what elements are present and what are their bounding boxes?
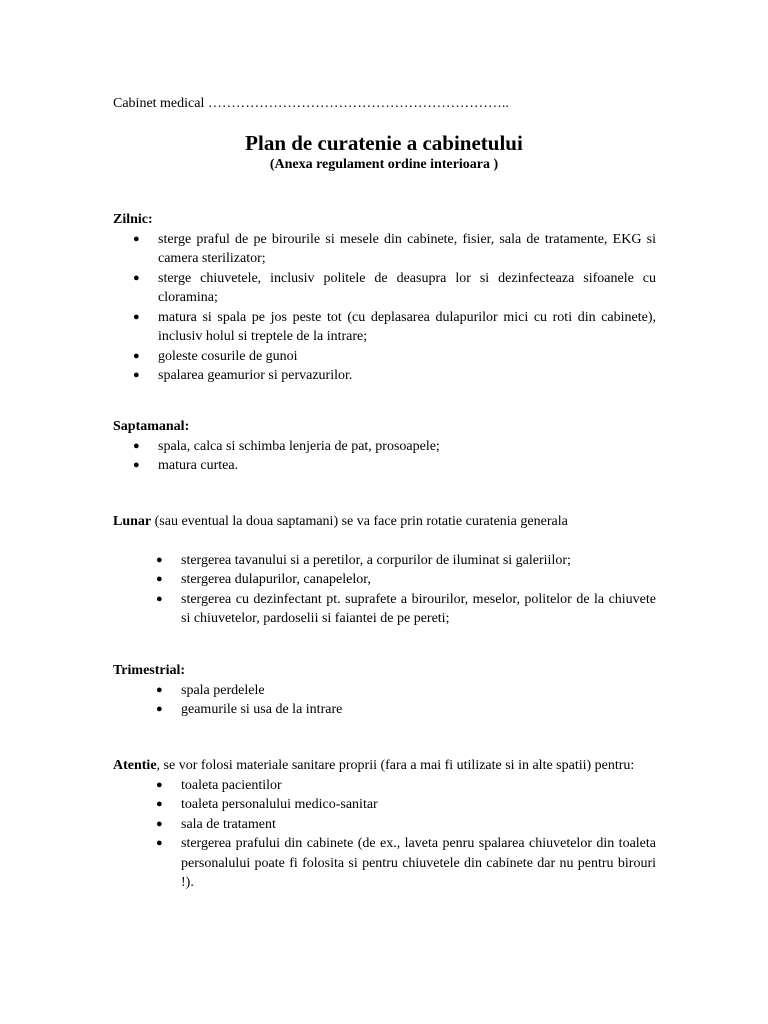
section-heading-trimestrial: Trimestrial: [113, 663, 186, 678]
bullet-icon: ● [133, 271, 140, 284]
bullet-icon: ● [133, 439, 140, 452]
bullet-icon: ● [156, 798, 163, 810]
list-item: ● stergerea tavanului si a peretilor, a corpurilor de iluminat si galeriilor; [113, 551, 656, 571]
list-lunar [113, 551, 656, 629]
list-saptamanal [113, 437, 656, 476]
list-item: ● spala perdelele [113, 681, 656, 701]
bullet-icon: ● [156, 592, 163, 605]
list-item: ● stergerea dulapurilor, canapelelor, [113, 570, 656, 590]
document-subtitle: (Anexa regulament ordine interioara ) [269, 157, 499, 172]
list-item: ● spala, calca si schimba lenjeria de pat, prosoapele; [113, 437, 656, 457]
bullet-icon: ● [156, 553, 163, 566]
list-trimestrial [113, 681, 656, 720]
lunar-intro: Lunar (sau eventual la doua saptamani) se va face prin rotatie curatenia generala [113, 514, 568, 529]
bullet-icon: ● [156, 817, 163, 830]
bullet-icon: ● [156, 778, 163, 791]
bullet-icon: ● [133, 310, 140, 323]
section-trimestrial [113, 661, 656, 720]
document-title: Plan de curatenie a cabinetului [245, 131, 523, 155]
section-heading-saptamanal: Saptamanal: [113, 419, 190, 434]
bullet-icon: ● [156, 837, 163, 849]
cabinet-label: Cabinet medical [113, 96, 205, 111]
bullet-icon: ● [156, 683, 163, 696]
bullet-icon: ● [133, 369, 140, 381]
cabinet-header [113, 94, 509, 114]
list-item: ● matura si spala pe jos peste tot (cu deplasarea dulapurilor mici cu roti din cabinete), inclusiv holul si treptele de la intrare; [133, 309, 656, 344]
list-item: ● matura curtea. [113, 456, 656, 476]
bullet-icon: ● [133, 349, 140, 362]
section-heading-atentie: Atentie [113, 758, 157, 773]
bullet-icon: ● [133, 232, 140, 245]
section-atentie [113, 756, 656, 893]
bullet-icon: ● [156, 573, 163, 585]
list-item: ● goleste cosurile de gunoi [113, 347, 656, 367]
section-lunar [113, 512, 656, 629]
section-heading-zilnic: Zilnic: [113, 212, 153, 227]
list-item: ● toaleta pacientilor [113, 776, 656, 796]
list-item: ● sala de tratament [113, 815, 656, 835]
list-item: ● stergerea prafului din cabinete (de ex., laveta penru spalarea chiuvetelor din toaleta personalului poate fi folosita si pentru chiuvetele din cabinete dar nu pentru birouri !). [156, 836, 656, 890]
section-zilnic [113, 210, 656, 386]
atentie-intro: Atentie, se vor folosi materiale sanitare proprii (fara a mai fi utilizate si in alte spatii) pentru: [113, 758, 635, 773]
list-item: ● toaleta personalului medico-sanitar [113, 795, 656, 815]
section-heading-lunar: Lunar [113, 514, 152, 529]
bullet-icon: ● [133, 459, 140, 471]
list-item: ● spalarea geamurior si pervazurilor. [113, 366, 656, 386]
cabinet-dots: ……………………………………………………….. [207, 96, 509, 111]
list-item: ● sterge praful de pe birourile si mesele din cabinete, fisier, sala de tratamente, EKG si camera sterilizator; [133, 231, 656, 266]
list-item: ● geamurile si usa de la intrare [113, 700, 656, 720]
list-atentie [113, 776, 656, 893]
list-zilnic [113, 230, 656, 386]
list-item: ● stergerea cu dezinfectant pt. suprafete a birourilor, meselor, politelor de la chiuvete si chiuvetelor, pardoselii si faiantei de pe pereti; [156, 591, 656, 626]
section-saptamanal [113, 417, 656, 476]
bullet-icon: ● [156, 703, 163, 715]
list-item: ● sterge chiuvetele, inclusiv politele de deasupra lor si dezinfecteaza sifoanele cu cloramina; [133, 270, 656, 305]
